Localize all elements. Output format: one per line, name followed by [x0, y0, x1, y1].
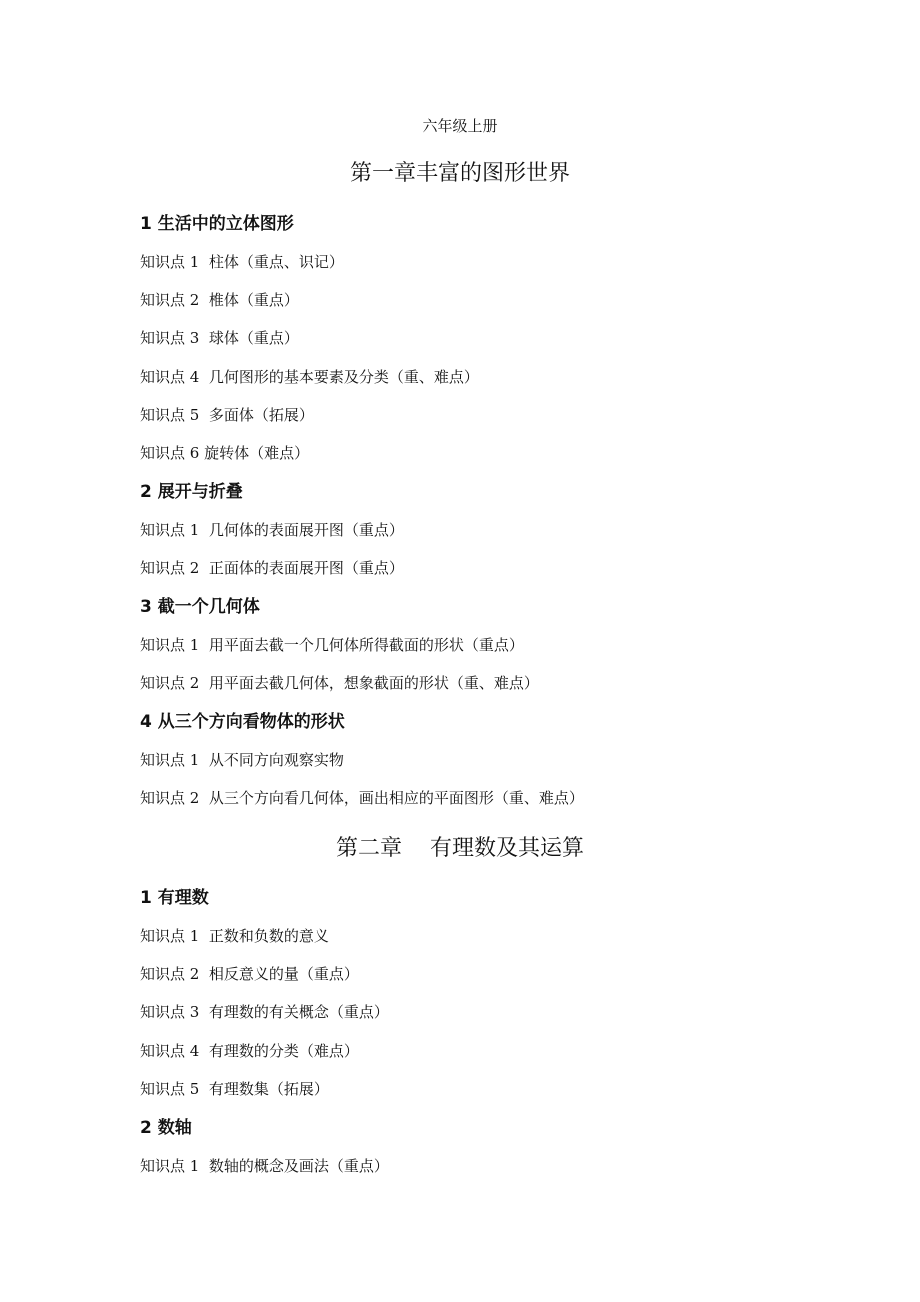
section-title: 4 从三个方向看物体的形状 [140, 712, 345, 732]
knowledge-point: 知识点 3 有理数的有关概念（重点） [140, 1003, 389, 1021]
knowledge-point: 知识点 1 从不同方向观察实物 [140, 751, 344, 769]
knowledge-point: 知识点 5 多面体（拓展） [140, 406, 314, 424]
knowledge-point: 知识点 1 正数和负数的意义 [140, 927, 329, 945]
knowledge-point: 知识点 5 有理数集（拓展） [140, 1080, 329, 1098]
knowledge-point: 知识点 2 从三个方向看几何体，画出相应的平面图形（重、难点） [140, 789, 584, 807]
section-title: 2 数轴 [140, 1118, 192, 1138]
chapter-title-1: 第一章丰富的图形世界 [349, 161, 570, 186]
knowledge-point: 知识点 1 几何体的表面展开图（重点） [140, 521, 404, 539]
knowledge-point: 知识点 4 有理数的分类（难点） [140, 1042, 359, 1060]
knowledge-point: 知识点 1 用平面去截一个几何体所得截面的形状（重点） [140, 636, 524, 654]
knowledge-point: 知识点 6 旋转体（难点） [140, 444, 310, 462]
knowledge-point: 知识点 3 球体（重点） [140, 329, 299, 347]
knowledge-point: 知识点 2 用平面去截几何体，想象截面的形状（重、难点） [140, 674, 539, 692]
knowledge-point: 知识点 2 相反意义的量（重点） [140, 965, 359, 983]
section-title: 1 生活中的立体图形 [140, 214, 294, 234]
section-title: 3 截一个几何体 [140, 597, 260, 617]
knowledge-point: 知识点 1 数轴的概念及画法（重点） [140, 1157, 389, 1175]
knowledge-point: 知识点 2 正面体的表面展开图（重点） [140, 559, 404, 577]
knowledge-point: 知识点 4 几何图形的基本要素及分类（重、难点） [140, 368, 479, 386]
section-title: 2 展开与折叠 [140, 482, 243, 502]
knowledge-point: 知识点 2 椎体（重点） [140, 291, 299, 309]
chapter-title-2: 第二章 有理数及其运算 [336, 836, 584, 861]
knowledge-point: 知识点 1 柱体（重点、识记） [140, 253, 344, 271]
section-title: 1 有理数 [140, 888, 209, 908]
grade-title: 六年级上册 [422, 117, 498, 135]
